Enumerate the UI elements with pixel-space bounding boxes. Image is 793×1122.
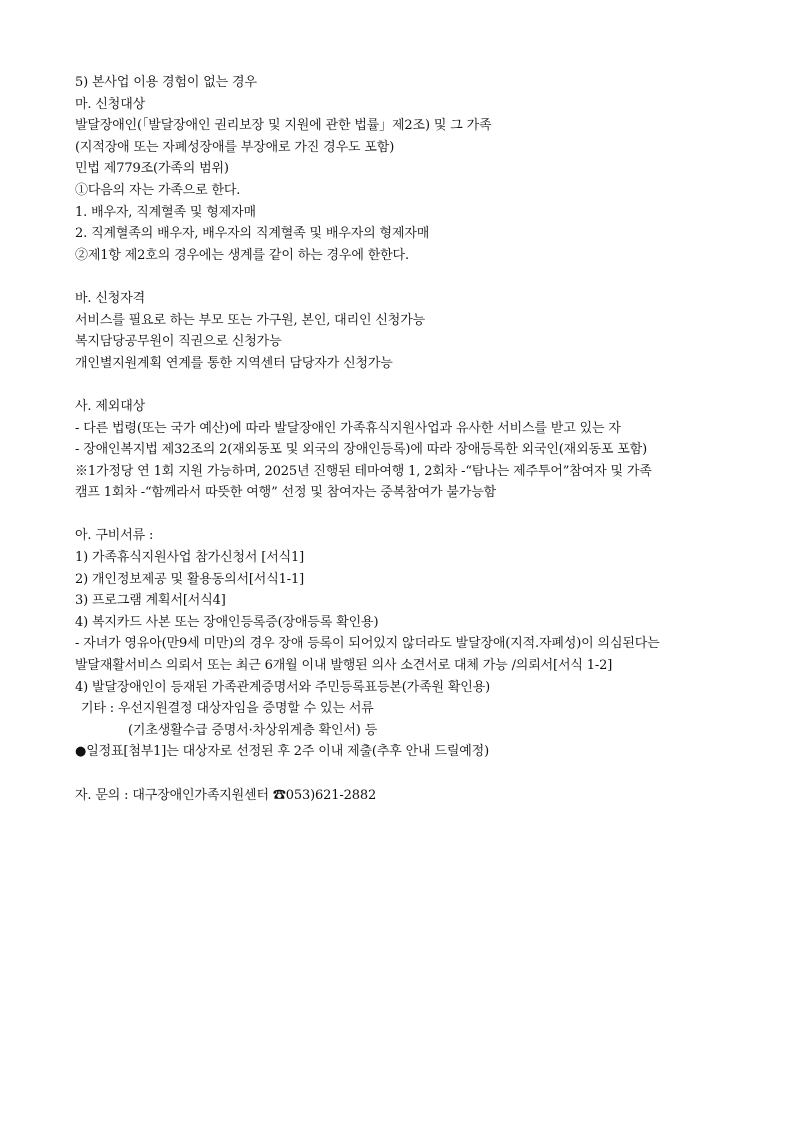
spacer	[75, 763, 755, 785]
document-page	[75, 72, 755, 806]
document-item: 4) 발달장애인이 등재된 가족관계증명서와 주민등록표등본(가족원 확인용)	[75, 679, 491, 695]
spacer	[75, 504, 755, 526]
eligibility-line: 복지담당공무원이 직권으로 신청가능	[75, 334, 282, 350]
target-line: 발달장애인(「발달장애인 권리보장 및 지원에 관한 법률」제2조) 및 그 가족	[75, 118, 492, 134]
eligibility-line: 서비스를 필요로 하는 부모 또는 가구원, 본인, 대리인 신청가능	[75, 312, 426, 328]
target-line: ②제1항 제2호의 경우에는 생계를 같이 하는 경우에 한한다.	[75, 247, 409, 263]
document-item: 2) 개인정보제공 및 활용동의서[서식1-1]	[75, 571, 305, 587]
exclusion-line: - 다른 법령(또는 국가 예산)에 따라 발달장애인 가족휴식지원사업과 유사한 서비스를 받고 있는 자	[75, 420, 621, 436]
document-item: 3) 프로그램 계획서[서식4]	[75, 593, 226, 609]
exclusion-note: 캠프 1회차 -“함께라서 따뜻한 여행” 선정 및 참여자는 중복참여가 불가능함	[75, 485, 497, 501]
document-item: - 자녀가 영유아(만9세 미만)의 경우 장애 등록이 되어있지 않더라도 발달장애(지적.자폐성)이 의심된다는	[75, 636, 660, 652]
heading-application-target: 마. 신청대상	[75, 96, 146, 112]
contact-info: 자. 문의 : 대구장애인가족지원센터 ☎053)621-2882	[75, 787, 377, 803]
document-item: 4) 복지카드 사본 또는 장애인등록증(장애등록 확인용)	[75, 614, 379, 630]
other-documents-detail: (기초생활수급 증명서·차상위계층 확인서) 등	[128, 722, 378, 738]
schedule-note: ●일정표[첨부1]는 대상자로 선정된 후 2주 이내 제출(추후 안내 드릴예정)	[75, 744, 489, 760]
target-line: ①다음의 자는 가족으로 한다.	[75, 182, 241, 198]
target-line: (지적장애 또는 자폐성장애를 부장애로 가진 경우도 포함)	[75, 139, 395, 155]
target-line: 2. 직계혈족의 배우자, 배우자의 직계혈족 및 배우자의 형제자매	[75, 226, 430, 242]
other-documents: 기타 : 우선지원결정 대상자임을 증명할 수 있는 서류	[81, 701, 374, 717]
document-item: 발달재활서비스 의뢰서 또는 최근 6개월 이내 발행된 의사 소견서로 대체 가능 /의뢰서[서식 1-2]	[75, 658, 613, 674]
heading-exclusions: 사. 제외대상	[75, 398, 146, 414]
heading-eligibility: 바. 신청자격	[75, 290, 146, 306]
exclusion-note: ※1가정당 연 1회 지원 가능하며, 2025년 진행된 테마여행 1, 2회차 -“탐나는 제주투어”참여자 및 가족	[75, 463, 652, 479]
spacer	[75, 266, 755, 288]
target-line: 민법 제779조(가족의 범위)	[75, 161, 229, 177]
heading-required-documents: 아. 구비서류 :	[75, 528, 154, 544]
eligibility-line: 개인별지원계획 연계를 통한 지역센터 담당자가 신청가능	[75, 355, 393, 371]
exclusion-line: - 장애인복지법 제32조의 2(재외동포 및 외국의 장애인등록)에 따라 장애등록한 외국인(재외동포 포함)	[75, 442, 648, 458]
target-line: 1. 배우자, 직계혈족 및 형제자매	[75, 204, 256, 220]
spacer	[75, 374, 755, 396]
document-item: 1) 가족휴식지원사업 참가신청서 [서식1]	[75, 550, 305, 566]
item-no-prior-use: 5) 본사업 이용 경험이 없는 경우	[75, 75, 257, 90]
